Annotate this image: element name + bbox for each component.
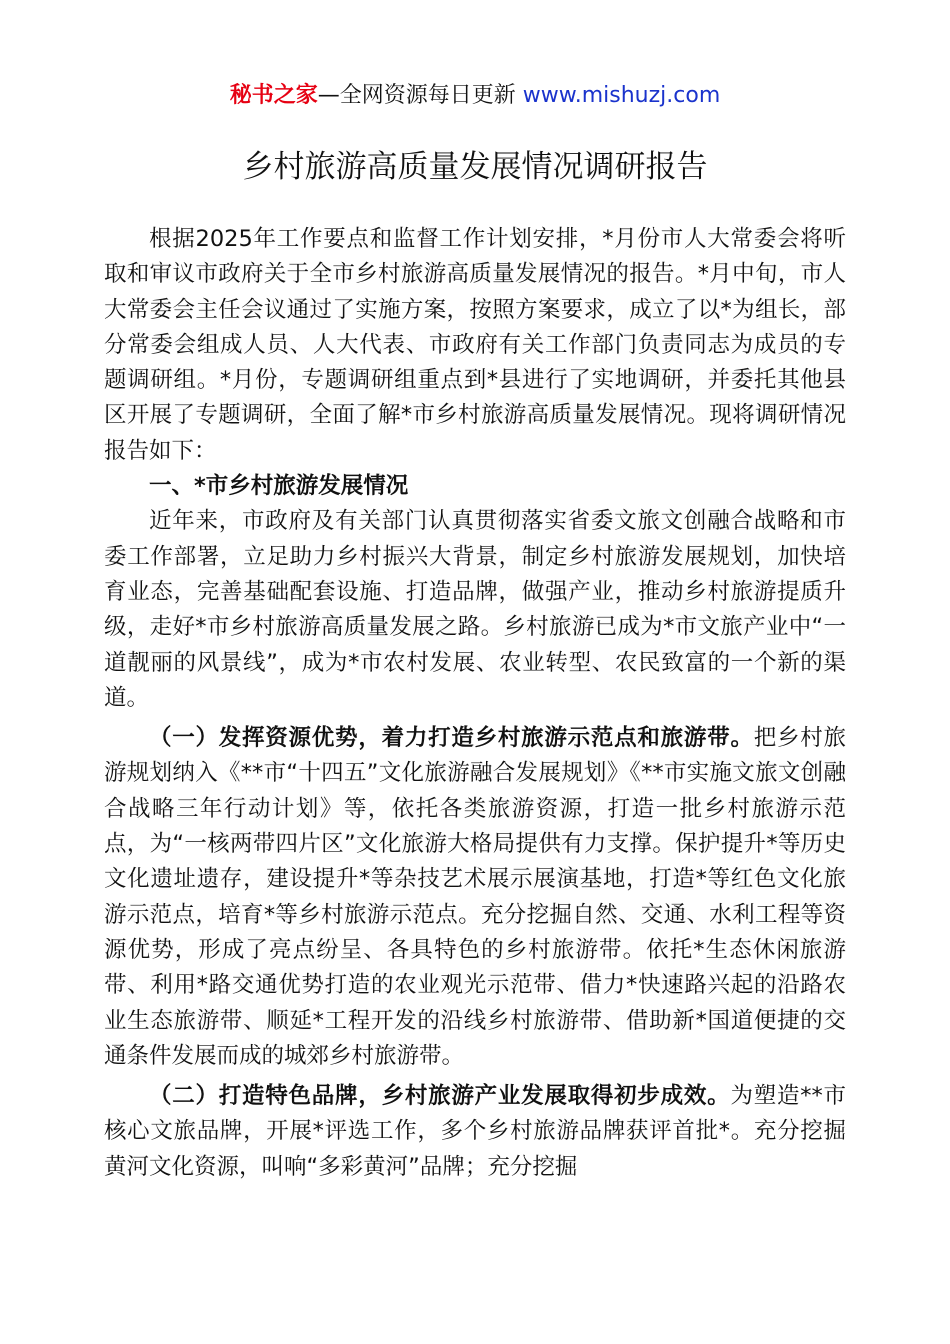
document-title: 乡村旅游高质量发展情况调研报告 bbox=[242, 149, 708, 185]
subsection-1-paragraph bbox=[104, 721, 846, 1074]
subsection-2-heading: （二）打造特色品牌，乡村旅游产业发展取得初步成效。 bbox=[149, 1083, 731, 1110]
header-slogan: —全网资源每日更新 bbox=[317, 83, 523, 108]
section-heading-1: 一、*市乡村旅游发展情况 bbox=[149, 473, 409, 500]
section-1-paragraph: 近年来，市政府及有关部门认真贯彻落实省委文旅文创融合战略和市委工作部署，立足助力乡村振兴大背景，制定乡村旅游发展规划，加快培育业态，完善基础配套设施、打造品牌，做强产业，推动乡村旅游提质升级，走好*市乡村旅游高质量发展之路。乡村旅游已成为*市文旅产业中“一道靓丽的风景线”，成为*市农村发展、农业转型、农民致富的一个新的渠道。 bbox=[104, 508, 846, 711]
site-url-link[interactable]: www.mishuzj.com bbox=[522, 83, 721, 108]
site-header bbox=[0, 80, 950, 112]
subsection-2-paragraph bbox=[104, 1079, 846, 1185]
subsection-2-body: 为塑造**市核心文旅品牌，开展*评选工作，多个乡村旅游品牌获评首批*。充分挖掘黄河文化资源，叫响“多彩黄河”品牌；充分挖掘 bbox=[104, 1083, 846, 1180]
subsection-1-body: 把乡村旅游规划纳入《**市“十四五”文化旅游融合发展规划》《**市实施文旅文创融合战略三年行动计划》等，依托各类旅游资源，打造一批乡村旅游示范点，为“一核两带四片区”文化旅游大格局提供有力支撑。保护提升*等历史文化遗址遗存，建设提升*等杂技艺术展示展演基地，打造*等红色文化旅游示范点，培育*等乡村旅游示范点。充分挖掘自然、交通、水利工程等资源优势，形成了亮点纷呈、各具特色的乡村旅游带。依托*生态休闲旅游带、利用*路交通优势打造的农业观光示范带、借力*快速路兴起的沿路农业生态旅游带、顺延*工程开发的沿线乡村旅游带、借助新*国道便捷的交通条件发展而成的城郊乡村旅游带。 bbox=[104, 725, 846, 1069]
intro-paragraph: 根据2025年工作要点和监督工作计划安排，*月份市人大常委会将听取和审议市政府关于全市乡村旅游高质量发展情况的报告。*月中旬，市人大常委会主任会议通过了实施方案，按照方案要求，成立了以*为组长，部分常委会组成人员、人大代表、市政府有关工作部门负责同志为成员的专题调研组。*月份，专题调研组重点到*县进行了实地调研，并委托其他县区开展了专题调研，全面了解*市乡村旅游高质量发展情况。现将调研情况报告如下： bbox=[104, 226, 846, 464]
brand-name: 秘书之家 bbox=[229, 83, 318, 108]
document-body bbox=[104, 222, 846, 1185]
subsection-1-heading: （一）发挥资源优势，着力打造乡村旅游示范点和旅游带。 bbox=[149, 725, 754, 752]
